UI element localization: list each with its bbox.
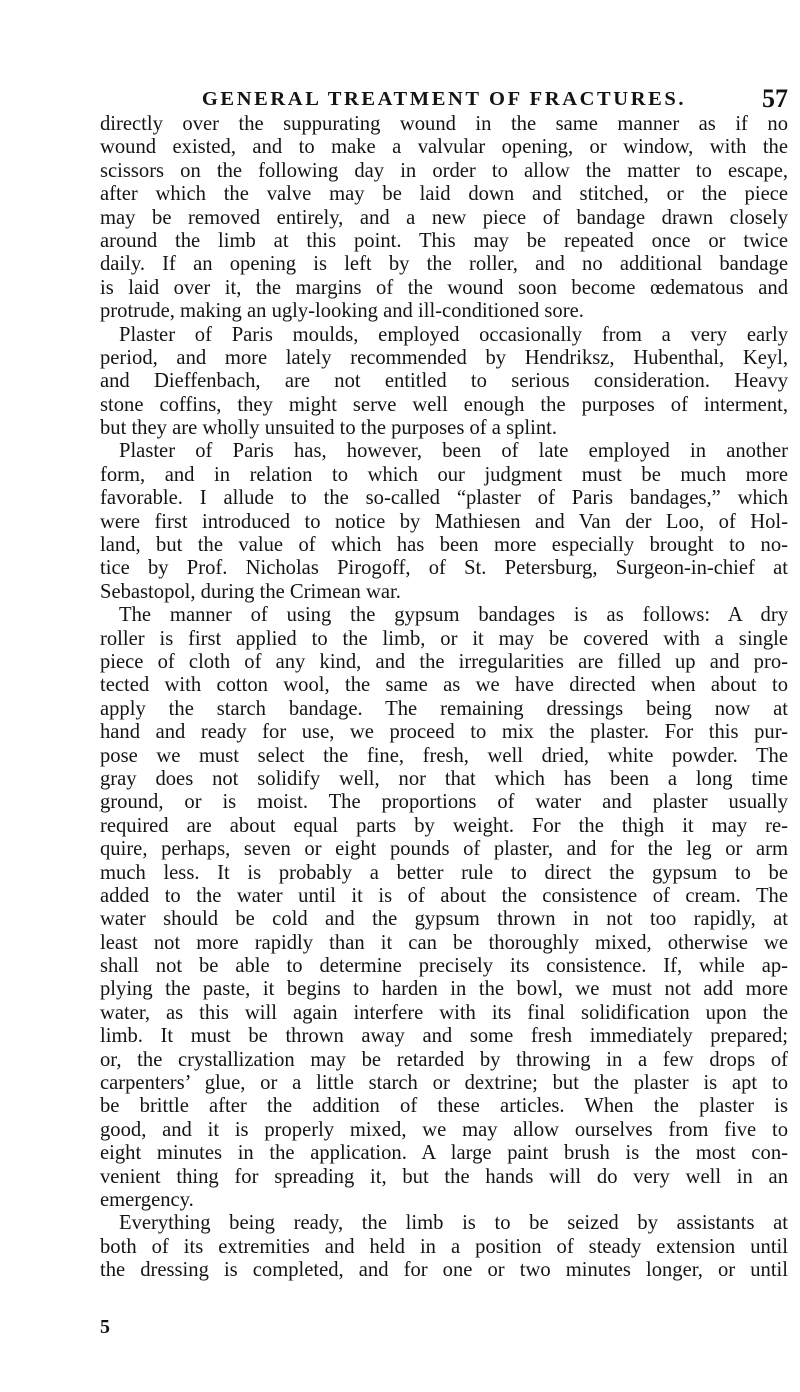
text-line: wound existed, and to make a valvular opening, or window, with the (100, 136, 788, 159)
text-line: quire, perhaps, seven or eight pounds of plaster, and for the leg or arm (100, 838, 788, 861)
text-line: ground, or is moist. The proportions of water and plaster usually (100, 791, 788, 814)
text-line: daily. If an opening is left by the roller, and no additional bandage (100, 253, 788, 276)
text-line: Plaster of Paris moulds, employed occasionally from a very early (119, 323, 788, 346)
text-line: tice by Prof. Nicholas Pirogoff, of St. Petersburg, Surgeon-in-chief at (100, 557, 788, 580)
text-line: may be removed entirely, and a new piece of bandage drawn closely (100, 206, 788, 229)
text-line: good, and it is properly mixed, we may allow ourselves from five to (100, 1118, 788, 1141)
text-line: the dressing is completed, and for one or two minutes longer, or until (100, 1259, 788, 1282)
text-line: hand and ready for use, we proceed to mix the plaster. For this pur- (100, 721, 788, 744)
text-line: emergency. (100, 1188, 194, 1211)
text-line: apply the starch bandage. The remaining dressings being now at (100, 697, 788, 720)
signature-mark: 5 (100, 1316, 110, 1338)
text-line: both of its extremities and held in a position of steady extension until (100, 1235, 788, 1258)
text-line: protrude, making an ugly-looking and ill-conditioned sore. (100, 300, 584, 323)
text-line: Everything being ready, the limb is to be seized by assistants at (119, 1212, 788, 1235)
text-line: land, but the value of which has been more especially brought to no- (100, 534, 788, 557)
text-line: form, and in relation to which our judgment must be much more (100, 463, 788, 486)
page-number: 57 (762, 84, 788, 113)
text-line: water, as this will again interfere with its final solidification upon the (100, 1001, 788, 1024)
text-line: pose we must select the fine, fresh, well dried, white powder. The (100, 744, 788, 767)
text-line: piece of cloth of any kind, and the irregularities are filled up and pro- (100, 650, 788, 673)
text-line: be brittle after the addition of these articles. When the plaster is (100, 1095, 788, 1118)
text-line: were first introduced to notice by Mathiesen and Van der Loo, of Hol- (100, 510, 788, 533)
text-line: tected with cotton wool, the same as we have directed when about to (100, 674, 788, 697)
text-line: and Dieffenbach, are not entitled to serious consideration. Heavy (100, 370, 788, 393)
text-line: limb. It must be thrown away and some fresh immediately prepared; (100, 1025, 788, 1048)
text-line: added to the water until it is of about the consistence of cream. The (100, 884, 788, 907)
text-line: carpenters’ glue, or a little starch or dextrine; but the plaster is apt to (100, 1072, 788, 1095)
text-line: much less. It is probably a better rule to direct the gypsum to be (100, 861, 788, 884)
text-line: gray does not solidify well, nor that which has been a long time (100, 767, 788, 790)
text-line: The manner of using the gypsum bandages is as follows: A dry (119, 604, 788, 627)
text-line: shall not be able to determine precisely its consistence. If, while ap- (100, 955, 788, 978)
text-line: required are about equal parts by weight. For the thigh it may re- (100, 814, 788, 837)
text-line: but they are wholly unsuited to the purposes of a splint. (100, 417, 557, 440)
text-line: Sebastopol, during the Crimean war. (100, 580, 401, 603)
text-line: roller is first applied to the limb, or it may be covered with a single (100, 627, 788, 650)
text-line: water should be cold and the gypsum thrown in not too rapidly, at (100, 908, 788, 931)
running-title: GENERAL TREATMENT OF FRACTURES. (201, 88, 687, 110)
text-line: period, and more lately recommended by Hendriksz, Hubenthal, Keyl, (100, 346, 788, 369)
text-line: directly over the suppurating wound in the same manner as if no (100, 113, 788, 135)
text-line: around the limb at this point. This may be repeated once or twice (100, 229, 788, 252)
text-line: Plaster of Paris has, however, been of late employed in another (119, 440, 788, 463)
text-line: plying the paste, it begins to harden in the bowl, we must not add more (100, 978, 788, 1001)
text-line: scissors on the following day in order to allow the matter to escape, (100, 159, 788, 182)
text-line: or, the crystallization may be retarded by throwing in a few drops of (100, 1048, 788, 1071)
text-line: is laid over it, the margins of the wound soon become œdematous and (100, 276, 788, 299)
text-line: stone coffins, they might serve well enough the purposes of interment, (100, 393, 788, 416)
text-line: venient thing for spreading it, but the hands will do very well in an (100, 1165, 788, 1188)
text-line: favorable. I allude to the so-called “plaster of Paris bandages,” which (100, 487, 788, 510)
text-line: least not more rapidly than it can be thoroughly mixed, otherwise we (100, 931, 788, 954)
body-text (100, 113, 788, 1283)
text-line: after which the valve may be laid down and stitched, or the piece (100, 183, 788, 206)
text-line: eight minutes in the application. A large paint brush is the most con- (100, 1142, 788, 1165)
